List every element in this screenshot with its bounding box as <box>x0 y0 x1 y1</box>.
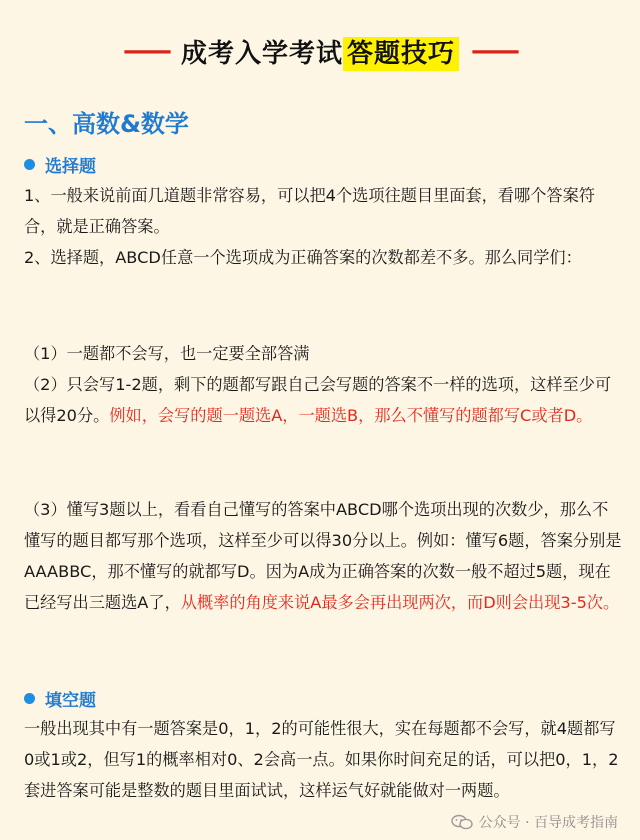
fill-paragraph: 一般出现其中有一题答案是0，1，2的可能性很大，实在每题都不会写，就4题都写0或1或2，但写1的概率相对0、2会高一点。如果你时间充足的话，可以把0，1，2套进答案可能是整数的题目里面试试，这样运气好就能做对一两题。 <box>24 719 619 800</box>
choice-paragraph-1: 1、一般来说前面几道题非常容易，可以把4个选项往题目里面套，看哪个答案符合，就是正确答案。 <box>24 186 595 236</box>
section-heading: 一、高数&数学 <box>24 110 189 138</box>
choice-tip-2 <box>24 369 624 431</box>
wechat-icon <box>451 814 473 830</box>
page-title <box>181 33 459 70</box>
watermark-text: 公众号 · 百导成考指南 <box>478 815 618 831</box>
fill-heading <box>24 686 96 711</box>
choice-heading <box>24 152 96 177</box>
title-dash-right: —— <box>471 36 518 66</box>
choice-tip-2-text: （2）只会写1-2题，剩下的题都写跟自己会写题的答案不一样的选项，这样至少可以得20分。 <box>24 375 612 425</box>
bullet-dot-icon <box>24 693 35 704</box>
title-dash-left: —— <box>122 36 169 66</box>
title-row <box>0 28 640 74</box>
watermark <box>451 812 618 832</box>
choice-tip-1: （1）一题都不会写，也一定要全部答满 <box>24 344 310 363</box>
choice-tip-3-text: （3）懂写3题以上，看看自己懂写的答案中ABCD哪个选项出现的次数少，那么不懂写的题目都写那个选项，这样至少可以得30分以上。例如：懂写6题，答案分别是AAABBC，那不懂写的就都写D。因为A成为正确答案的次数一般不超过5题，现在已经写出三题选A了， <box>24 500 622 612</box>
title-highlight: 答题技巧 <box>343 37 459 71</box>
choice-tip-2-example: 例如，会写的题一题选A，一题选B，那么不懂写的题都写C或者D。 <box>109 406 593 425</box>
choice-tip-3-probability: 从概率的角度来说A最多会再出现两次，而D则会出现3-5次。 <box>180 593 620 612</box>
choice-tip-3 <box>24 494 624 618</box>
bullet-dot-icon <box>24 159 35 170</box>
choice-heading-text: 选择题 <box>45 157 96 177</box>
fill-heading-text: 填空题 <box>45 691 96 711</box>
choice-paragraph-2: 2、选择题，ABCD任意一个选项成为正确答案的次数都差不多。那么同学们： <box>24 248 582 267</box>
title-main: 成考入学考试 <box>180 38 343 69</box>
